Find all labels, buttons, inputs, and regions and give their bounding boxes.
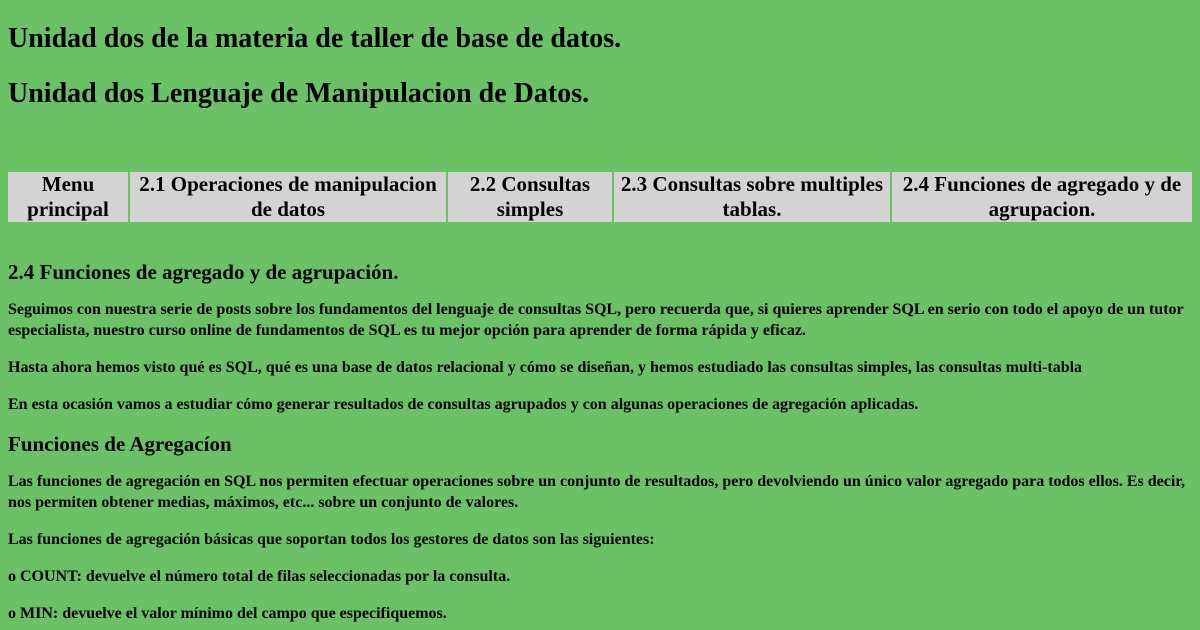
article-paragraph: Las funciones de agregación en SQL nos permiten efectuar operaciones sobre un conjunto de resultados, pero devolviendo un único valor agregado para todos ellos. Es decir, nos permiten obtener medias, máximos, etc... sobre un conjunto de valores. [8,473,1185,511]
nav-item-menu-principal[interactable]: Menu principal [8,172,128,222]
nav-item-consultas-multiples[interactable]: 2.3 Consultas sobre multiples tablas. [614,172,890,222]
article-paragraph: Seguimos con nuestra serie de posts sobre los fundamentos del lenguaje de consultas SQL, pero recuerda que, si quieres aprender SQL en serio con todo el apoyo de un tutor especialista, nuestro curso online de fundamentos de SQL es tu mejor opción para aprender de forma rápida y eficaz. [8,301,1184,339]
nav-item-operaciones[interactable]: 2.1 Operaciones de manipulacion de datos [130,172,446,222]
nav-item-funciones-agregado[interactable]: 2.4 Funciones de agregado y de agrupacion. [892,172,1192,222]
article-paragraph: Hasta ahora hemos visto qué es SQL, qué es una base de datos relacional y cómo se diseñan, y hemos estudiado las consultas simples, las consultas multi-tabla [8,359,1083,376]
article-content [8,259,1192,630]
page-title: Unidad dos de la materia de taller de base de datos. [8,23,622,54]
article-paragraph: En esta ocasión vamos a estudiar cómo generar resultados de consultas agrupados y con algunas operaciones de agregación aplicadas. [8,396,919,413]
article-paragraph: Las funciones de agregación básicas que soportan todos los gestores de datos son las siguientes: [8,531,655,548]
list-item: o COUNT: devuelve el número total de filas seleccionadas por la consulta. [8,568,511,585]
page-subtitle: Unidad dos Lenguaje de Manipulacion de Datos. [8,78,590,109]
navigation-menu [6,170,1194,224]
nav-item-consultas-simples[interactable]: 2.2 Consultas simples [448,172,612,222]
article-heading: 2.4 Funciones de agregado y de agrupación. [8,260,399,284]
section-heading: Funciones de Agregacíon [8,432,232,456]
list-item: o MIN: devuelve el valor mínimo del campo que especifiquemos. [8,605,447,622]
